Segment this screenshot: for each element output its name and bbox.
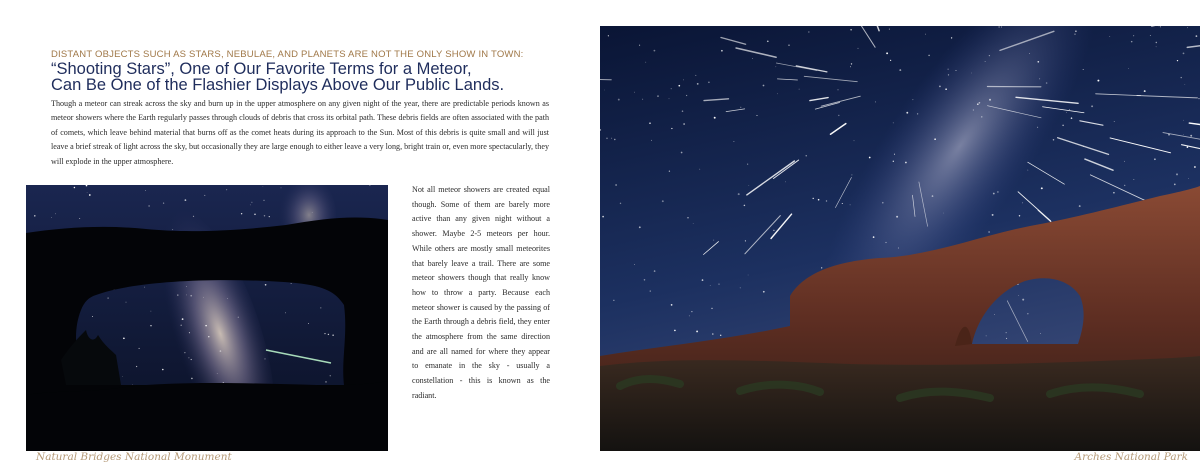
star (188, 357, 189, 358)
star (1196, 35, 1198, 37)
star (925, 34, 926, 35)
star (132, 384, 133, 385)
star (1190, 135, 1192, 137)
star (882, 202, 884, 204)
star (645, 62, 646, 63)
left-photo-caption: Natural Bridges National Monument (36, 451, 232, 463)
star (894, 154, 895, 155)
star (265, 358, 266, 359)
star (669, 171, 670, 172)
star (773, 230, 774, 231)
star (639, 226, 641, 228)
star (948, 74, 949, 75)
star (896, 216, 898, 218)
star (145, 190, 146, 191)
star (981, 116, 982, 117)
star (917, 113, 918, 114)
star (818, 199, 820, 201)
star (687, 217, 688, 218)
star (1037, 61, 1039, 63)
star (932, 195, 934, 197)
star (185, 199, 187, 201)
star (217, 373, 218, 374)
star (738, 193, 740, 195)
star (180, 324, 182, 326)
star (1194, 166, 1196, 168)
star (994, 314, 995, 315)
lead-paragraph: Though a meteor can streak across the sky and burn up in the upper atmosphere on any given night of the year, there are predictable periods known as meteor showers where the Earth regularly passes through clouds of debris that cross its orbital path. These debris fields are often associated with the path of comets, which leave behind material that burns off as the comet heats during its approach to the Sun. Most of this debris is quite small and will just leave a brief streak of light across the sky, but occasionally they are large enough to either leave a very long, bright train or, even more spectacularly, they will explode in the upper atmosphere. (51, 99, 549, 166)
star (1041, 187, 1043, 189)
star (1128, 68, 1129, 69)
star (1022, 299, 1024, 301)
star (893, 123, 894, 124)
star (184, 352, 185, 353)
meteor-streak (600, 79, 611, 80)
star (708, 81, 710, 83)
star (875, 101, 876, 102)
star (162, 369, 164, 371)
star (208, 336, 209, 337)
star (1183, 134, 1184, 135)
star (681, 152, 683, 154)
star (740, 107, 741, 108)
star (606, 138, 608, 140)
star (634, 92, 635, 93)
star (1198, 98, 1199, 99)
star (148, 205, 149, 206)
star (163, 202, 164, 203)
star (177, 294, 178, 295)
star (308, 323, 309, 324)
star (948, 69, 949, 70)
star (1066, 112, 1067, 113)
star (604, 90, 605, 91)
star (1187, 27, 1188, 28)
star (869, 157, 871, 159)
star (898, 248, 899, 249)
star (885, 242, 886, 243)
headline-line-1: “Shooting Stars”, One of Our Favorite Terms for a Meteor, (51, 60, 472, 78)
star (285, 312, 286, 313)
star (763, 85, 765, 87)
star (695, 75, 696, 76)
star (1109, 36, 1110, 37)
star (697, 83, 699, 85)
star (1053, 139, 1055, 141)
star (611, 138, 612, 139)
star (126, 302, 127, 303)
star (312, 212, 313, 213)
star (226, 189, 227, 190)
star (51, 217, 52, 218)
star (281, 188, 282, 189)
star (682, 110, 684, 112)
star (951, 37, 952, 38)
star (988, 231, 990, 233)
star (837, 89, 838, 90)
star (320, 307, 321, 308)
star (251, 202, 252, 203)
star (1156, 42, 1157, 43)
star (710, 285, 711, 286)
star (608, 35, 609, 36)
star (328, 334, 329, 335)
star (748, 275, 749, 276)
arches-meteor-shower-photo (600, 26, 1200, 451)
star (151, 311, 152, 312)
star (34, 215, 35, 216)
star (873, 236, 875, 238)
star (189, 332, 190, 333)
star (1039, 79, 1040, 80)
star (799, 89, 800, 90)
star (1046, 82, 1048, 84)
star (813, 198, 814, 199)
star (1029, 53, 1030, 54)
star (674, 330, 676, 332)
natural-bridge-illustration (26, 185, 388, 451)
star (1183, 120, 1184, 121)
star (620, 203, 621, 204)
star (186, 295, 187, 296)
star (733, 141, 734, 142)
star (1097, 80, 1099, 82)
star (1154, 158, 1156, 160)
star (614, 139, 615, 140)
star (1083, 69, 1084, 70)
star (1022, 203, 1023, 204)
side-paragraph: Not all meteor showers are created equal though. Some of them are barely more active than any given night without a shower. Maybe 2-5 meteors per hour. While others are mostly small meteorites that barely leave a trail. There are some meteor showers though that really know how to throw a party. Because each meteor shower is caused by the passing of the Earth through a debris field, they enter the atmosphere from the same direction and are all named for where they appear to emanate in the sky - usually a constellation - this is known as the radiant. (412, 185, 550, 400)
star (943, 213, 944, 214)
star (1188, 178, 1189, 179)
star (269, 216, 270, 217)
star (1074, 33, 1075, 34)
star (886, 52, 888, 54)
star (826, 200, 827, 201)
star (191, 359, 192, 360)
star (107, 297, 108, 298)
star (757, 115, 758, 116)
star (696, 330, 698, 332)
star (1183, 53, 1185, 55)
star (993, 193, 995, 195)
star (714, 117, 716, 119)
star (893, 161, 894, 162)
star (1037, 127, 1038, 128)
star (671, 304, 673, 306)
star (939, 86, 941, 88)
star (186, 286, 187, 287)
star (785, 181, 786, 182)
star (220, 350, 222, 352)
star (858, 48, 859, 49)
star (602, 216, 604, 218)
star (689, 316, 690, 317)
star (1027, 313, 1028, 314)
star (190, 295, 192, 297)
star (74, 187, 76, 189)
right-photo-caption: Arches National Park (1074, 451, 1188, 463)
star (1018, 295, 1019, 296)
star (683, 123, 685, 125)
star (642, 99, 643, 100)
star (906, 112, 908, 114)
star (842, 203, 843, 204)
star (890, 60, 891, 61)
star (713, 240, 714, 241)
article-headline (51, 61, 571, 93)
star (662, 200, 664, 202)
star (905, 162, 907, 164)
star (144, 287, 145, 288)
star (1006, 338, 1007, 339)
star (1133, 179, 1134, 180)
star (654, 270, 656, 272)
star (928, 55, 930, 57)
star (720, 335, 721, 336)
star (1062, 125, 1063, 126)
star (1075, 30, 1077, 32)
star (838, 115, 839, 116)
star (182, 318, 184, 320)
star (979, 102, 981, 104)
star (1114, 121, 1115, 122)
star (1184, 84, 1185, 85)
star (1181, 77, 1182, 78)
star (989, 55, 990, 56)
star (649, 122, 651, 124)
star (1019, 215, 1020, 216)
star (712, 333, 714, 335)
star (850, 66, 851, 67)
star (613, 300, 614, 301)
star (264, 215, 265, 216)
headline-line-2: Can Be One of the Flashier Displays Above Our Public Lands. (51, 76, 505, 94)
star (89, 194, 91, 196)
star (87, 192, 88, 193)
star (1124, 185, 1125, 186)
star (204, 195, 205, 196)
star (854, 140, 855, 141)
star (654, 50, 656, 52)
article-kicker: DISTANT OBJECTS SUCH AS STARS, NEBULAE, AND PLANETS ARE NOT THE ONLY SHOW IN TOWN: (51, 49, 524, 60)
star (702, 279, 704, 281)
star (693, 223, 694, 224)
star (241, 213, 242, 214)
star (808, 32, 809, 33)
star (683, 80, 684, 81)
natural-bridge-photo (26, 185, 388, 451)
star (79, 218, 80, 219)
star (651, 140, 652, 141)
star (1174, 184, 1176, 186)
star (1156, 46, 1157, 47)
star (615, 184, 617, 186)
star (686, 95, 687, 96)
star (92, 316, 93, 317)
star (1160, 26, 1161, 27)
star (238, 317, 239, 318)
star (989, 99, 991, 101)
star (671, 128, 672, 129)
star (324, 333, 325, 334)
star (1069, 109, 1070, 110)
star (1177, 60, 1178, 61)
star (1091, 105, 1093, 107)
star (752, 58, 753, 59)
star (699, 169, 700, 170)
star (945, 88, 947, 90)
star (1133, 35, 1134, 36)
arch-meteor-illustration (600, 26, 1200, 451)
star (1006, 332, 1007, 333)
star (644, 279, 646, 281)
star (721, 50, 723, 52)
star (1124, 161, 1125, 162)
star (998, 26, 999, 27)
star (744, 205, 746, 207)
star (139, 348, 140, 349)
star (263, 186, 264, 187)
star (850, 204, 851, 205)
star (150, 325, 151, 326)
star (657, 95, 659, 97)
star (777, 94, 778, 95)
star (639, 45, 640, 46)
star (775, 66, 776, 67)
star (1071, 117, 1073, 119)
star (618, 99, 620, 101)
star (719, 284, 720, 285)
star (193, 216, 194, 217)
star (291, 283, 292, 284)
star (997, 191, 998, 192)
star (747, 164, 748, 165)
star (203, 297, 204, 298)
star (265, 284, 267, 286)
star (934, 138, 936, 140)
star (691, 311, 692, 312)
star (123, 337, 125, 339)
star (850, 29, 851, 30)
star (136, 366, 137, 367)
star (1144, 90, 1146, 92)
star (985, 61, 986, 62)
star (1040, 333, 1041, 334)
star (671, 88, 672, 89)
star (711, 308, 712, 309)
star (250, 205, 251, 206)
star (748, 185, 749, 186)
star (745, 240, 746, 241)
star (763, 291, 765, 293)
star (971, 73, 972, 74)
star (1150, 35, 1151, 36)
star (1001, 27, 1002, 28)
star (254, 213, 256, 215)
star (227, 298, 228, 299)
star (1176, 173, 1178, 175)
star (913, 99, 914, 100)
star (1187, 146, 1189, 148)
star (956, 70, 957, 71)
star (740, 287, 741, 288)
star (650, 291, 651, 292)
star (992, 214, 994, 216)
star (1079, 205, 1081, 207)
star (986, 336, 987, 337)
star (899, 69, 901, 71)
star (332, 335, 333, 336)
star (325, 381, 327, 383)
star (889, 29, 890, 30)
star (788, 44, 790, 46)
star (55, 213, 56, 214)
star (851, 174, 852, 175)
star (122, 376, 123, 377)
star (205, 325, 207, 327)
star (851, 63, 852, 64)
star (678, 85, 680, 87)
star (767, 40, 769, 42)
star (263, 200, 264, 201)
star (634, 264, 635, 265)
star (330, 375, 331, 376)
star (821, 267, 822, 268)
star (191, 378, 193, 380)
star (1131, 41, 1133, 43)
star (973, 109, 974, 110)
star (1027, 170, 1028, 171)
star (669, 98, 670, 99)
star (806, 155, 807, 156)
star (1113, 192, 1115, 194)
star (977, 103, 979, 105)
star (172, 229, 173, 230)
